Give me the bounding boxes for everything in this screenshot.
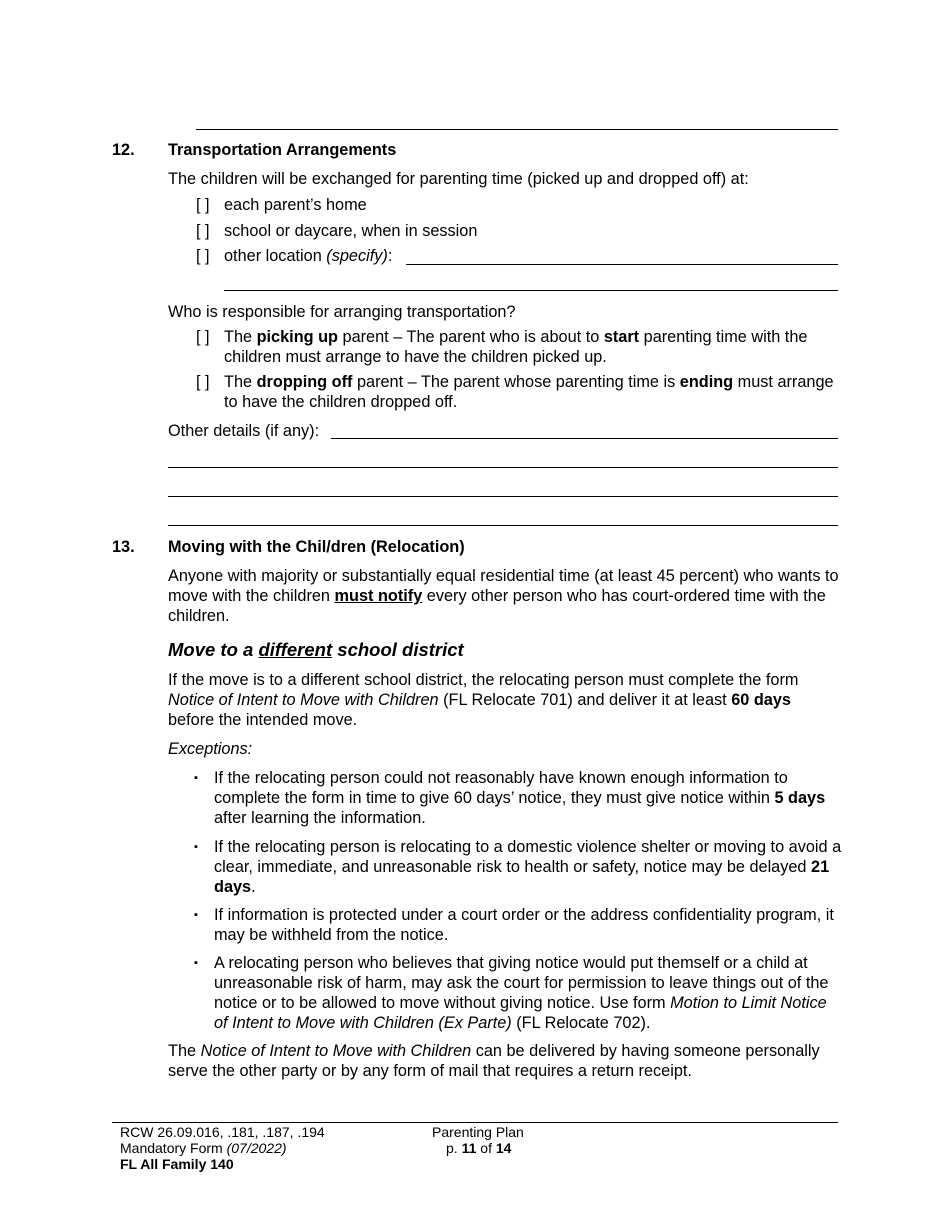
- section-13-title: Moving with the Chil/dren (Relocation): [168, 538, 465, 556]
- exception-item-2: If the relocating person is relocating to a domestic violence shelter or moving to avoid a clear, immediate, and unreasonable risk to health or safety, notice may be delayed 21 days.: [214, 838, 842, 896]
- bullet-icon: ▪: [194, 841, 198, 853]
- exceptions-label: Exceptions:: [168, 740, 253, 758]
- section-12-title: Transportation Arrangements: [168, 141, 397, 159]
- option-each-parent-home: each parent’s home: [224, 196, 367, 214]
- option-picking-up-parent: The picking up parent – The parent who is about to start parenting time with the children must arrange to have the children picked up.: [224, 328, 808, 366]
- option-dropping-off-parent: The dropping off parent – The parent whose parenting time is ending must arrange to have the children dropped off.: [224, 373, 834, 411]
- section-12-intro: The children will be exchanged for parenting time (picked up and dropped off) at:: [168, 170, 749, 188]
- other-location-field[interactable]: [406, 264, 838, 265]
- checkbox-each-parent-home[interactable]: [ ]: [196, 196, 210, 214]
- different-district-paragraph: If the move is to a different school district, the relocating person must complete the form Notice of Intent to Move with Children (FL Relocate 701) and deliver it at least 60 days before the intended move.: [168, 671, 799, 729]
- top-rule: [196, 129, 838, 130]
- other-details-field[interactable]: [331, 438, 838, 439]
- other-details-line-3[interactable]: [168, 496, 838, 497]
- footer-rule: [112, 1122, 838, 1123]
- relocation-notice-paragraph: Anyone with majority or substantially equal residential time (at least 45 percent) who wants to move with the children must notify every other person who has court-ordered time with the children.: [168, 567, 839, 625]
- checkbox-dropping-off-parent[interactable]: [ ]: [196, 373, 210, 391]
- section-13-number: 13.: [112, 538, 135, 556]
- bullet-icon: ▪: [194, 909, 198, 921]
- other-details-label: Other details (if any):: [168, 422, 320, 440]
- footer-doc-title: Parenting Plan: [432, 1124, 524, 1140]
- exception-item-1: If the relocating person could not reasonably have known enough information to complete the form in time to give 60 days’ notice, they must give notice within 5 days after learning the information.: [214, 769, 826, 827]
- other-details-line-4[interactable]: [168, 525, 838, 526]
- other-details-line-2[interactable]: [168, 467, 838, 468]
- bullet-icon: ▪: [194, 772, 198, 784]
- section-12-number: 12.: [112, 141, 135, 159]
- different-district-heading: Move to a different school district: [168, 639, 464, 660]
- other-location-field-line-2[interactable]: [224, 290, 838, 291]
- option-other-location: other location (specify):: [224, 247, 393, 265]
- checkbox-picking-up-parent[interactable]: [ ]: [196, 328, 210, 346]
- exception-item-3: If information is protected under a court order or the address confidentiality program, it may be withheld from the notice.: [214, 906, 834, 944]
- transport-question: Who is responsible for arranging transportation?: [168, 303, 516, 321]
- exception-item-4: A relocating person who believes that giving notice would put themself or a child at unreasonable risk of harm, may ask the court for permission to leave things out of the notice or to be allowed to move without giving notice. Use form Motion to Limit Notice of Intent to Move with Children (Ex Parte) (FL Relocate 702).: [214, 954, 829, 1032]
- checkbox-other-location[interactable]: [ ]: [196, 247, 210, 265]
- option-school-daycare: school or daycare, when in session: [224, 222, 478, 240]
- footer-rcw: RCW 26.09.016, .181, .187, .194: [120, 1124, 325, 1140]
- footer-page-number: p. 11 of 14: [446, 1140, 512, 1156]
- checkbox-school-daycare[interactable]: [ ]: [196, 222, 210, 240]
- delivery-paragraph: The Notice of Intent to Move with Children can be delivered by having someone personally serve the other party or by any form of mail that requires a return receipt.: [168, 1042, 820, 1080]
- bullet-icon: ▪: [194, 957, 198, 969]
- footer-mandatory-form: Mandatory Form (07/2022): [120, 1140, 287, 1156]
- footer-form-id: FL All Family 140: [120, 1156, 234, 1172]
